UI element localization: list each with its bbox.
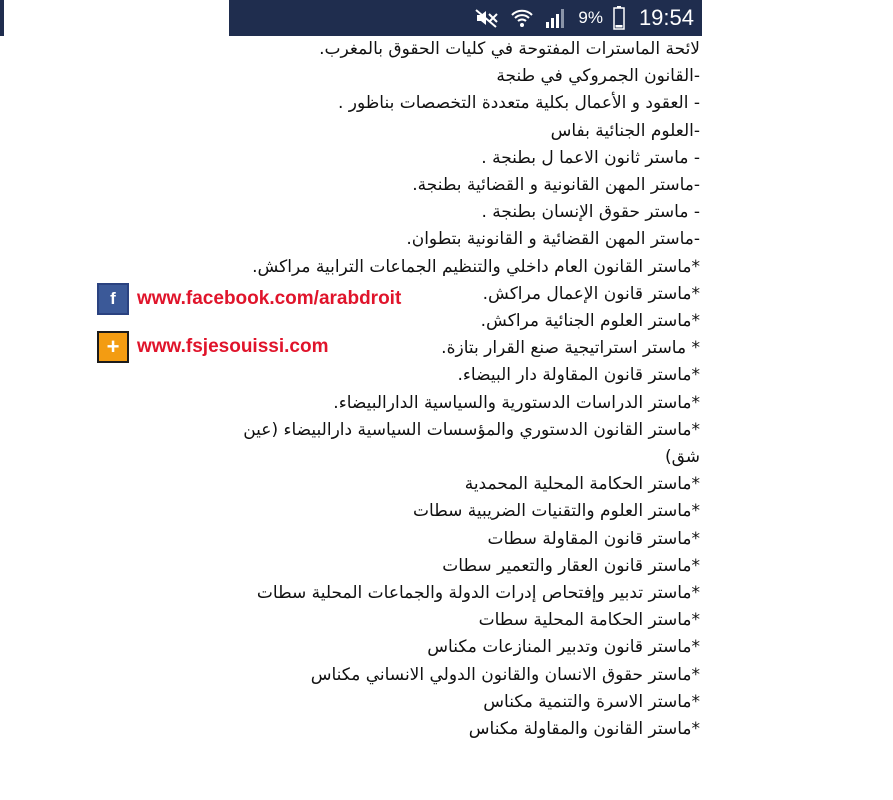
article-line: -ماستر المهن القضائية و القانونية بتطوان.	[406, 229, 700, 250]
article-line: *ماستر قانون العقار والتعمير سطات	[442, 555, 700, 576]
article-line: *ماستر القانون العام داخلي والتنظيم الجماعات الترابية مراكش.	[252, 256, 700, 277]
facebook-icon: f	[97, 283, 129, 315]
article-line: *ماستر قانون المقاولة دار البيضاء.	[457, 365, 700, 386]
mute-icon	[474, 8, 500, 28]
article-line: *ماستر قانون وتدبير المنازعات مكناس	[427, 637, 700, 658]
article-line: *ماستر قانون الإعمال مراكش.	[482, 283, 700, 304]
signal-icon	[544, 7, 568, 29]
plus-icon: +	[97, 331, 129, 363]
article-line: *ماستر العلوم والتقنيات الضريبية سطات	[413, 501, 700, 522]
article-line: *ماستر القانون والمقاولة مكناس	[468, 719, 700, 740]
status-bar	[229, 0, 702, 36]
facebook-url: www.facebook.com/arabdroit	[137, 288, 402, 309]
article-line: *ماستر الدراسات الدستورية والسياسية الدارالبيضاء.	[333, 392, 700, 413]
article-line: -ماستر المهن القانونية و القضائية بطنجة.	[412, 175, 700, 196]
article-line: *ماستر تدبير وإفتحاص إدرات الدولة والجماعات المحلية سطات	[256, 583, 700, 604]
article-line: -القانون الجمروكي في طنجة	[496, 66, 700, 87]
site-watermark[interactable]	[97, 331, 328, 363]
article-line: *ماستر القانون الدستوري والمؤسسات السياسية دارالبيضاء (عين شق)	[243, 419, 700, 468]
article-line: - ماستر ثانون الاعما ل بطنجة .	[481, 147, 700, 168]
wifi-icon	[510, 7, 534, 29]
battery-percent: 9%	[578, 8, 603, 27]
facebook-watermark[interactable]	[97, 283, 401, 315]
article-line: *ماستر حقوق الانسان والقانون الدولي الانساني مكناس	[310, 664, 700, 685]
article-line: *ماستر قانون المقاولة سطات	[487, 528, 700, 549]
status-bar-edge	[0, 0, 4, 36]
article-line: *ماستر العلوم الجنائية مراكش.	[480, 311, 700, 332]
article-line: * ماستر استراتيجية صنع القرار بتازة.	[441, 338, 700, 359]
battery-icon	[613, 6, 625, 30]
article-line: *ماستر الاسرة والتنمية مكناس	[483, 691, 700, 712]
article-line: *ماستر الحكامة المحلية سطات	[478, 610, 700, 631]
article-line: - العقود و الأعمال بكلية متعددة التخصصات بناظور .	[337, 93, 700, 114]
site-url: www.fsjesouissi.com	[137, 336, 329, 357]
clock: 19:54	[638, 5, 694, 30]
article-line: -العلوم الجنائية بفاس	[550, 120, 700, 141]
article-line: - ماستر حقوق الإنسان بطنجة .	[481, 202, 700, 223]
article-line: *ماستر الحكامة المحلية المحمدية	[464, 474, 700, 495]
article-line: لائحة الماسترات المفتوحة في كليات الحقوق بالمغرب.	[319, 39, 700, 59]
article-body	[230, 36, 700, 743]
